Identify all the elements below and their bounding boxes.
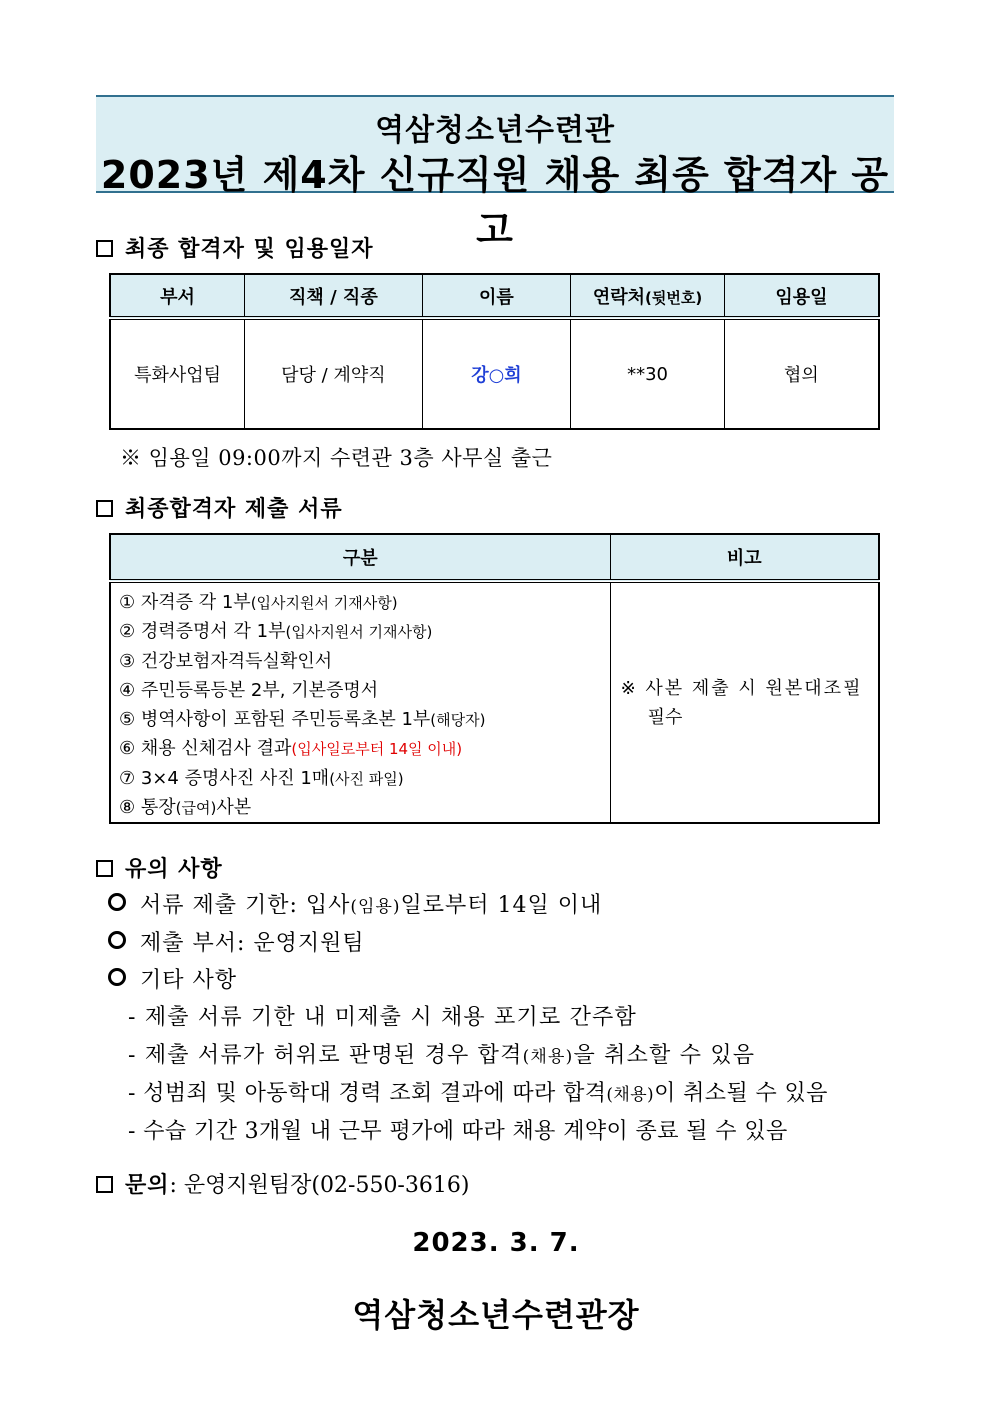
remark-cell: [610, 581, 879, 823]
notice-item-department: 제출 부서: 운영지원팀: [108, 926, 365, 957]
circle-bullet-icon: [108, 893, 126, 911]
start-date-note: ※ 임용일 09:00까지 수련관 3층 사무실 출근: [120, 446, 553, 470]
cell-start-date: 협의: [724, 318, 879, 429]
cell-position: 담당 / 계약직: [245, 318, 423, 429]
organization-name: 역삼청소년수련관: [375, 113, 615, 148]
list-item: ⑦ 3×4 증명사진 사진 1매(사진 파일): [119, 767, 404, 789]
documents-list: [110, 581, 610, 823]
inquiry-contact: 문의: 운영지원팀장(02-550-3616): [96, 1168, 469, 1199]
cell-contact: **30: [571, 318, 725, 429]
checkbox-square-icon: [96, 860, 113, 877]
list-item: ④ 주민등록등본 2부, 기본증명서: [119, 679, 379, 701]
signature-issuer: 역삼청소년수련관장: [352, 1296, 640, 1334]
notice-item-other: 기타 사항: [108, 963, 237, 994]
header-start-date: 임용일: [724, 274, 879, 318]
list-item: ⑧ 통장(급여)사본: [119, 797, 252, 819]
list-item: ① 자격증 각 1부(입사지원서 기재사항): [119, 592, 398, 613]
list-item: ③ 건강보험자격득실확인서: [119, 650, 333, 672]
section-heading-final-candidates: 최종 합격자 및 임용일자: [96, 232, 374, 263]
checkbox-square-icon: [96, 240, 113, 257]
cell-dept: 특화사업팀: [110, 318, 245, 429]
circle-bullet-icon: [108, 968, 126, 986]
header-contact: 연락처(뒷번호): [571, 274, 725, 318]
table-row: [110, 318, 879, 429]
notice-detail: - 제출 서류가 허위로 판명된 경우 합격(채용)을 취소할 수 있음: [128, 1043, 756, 1068]
header-position: 직책 / 직종: [245, 274, 423, 318]
remark-text-continued: 필수: [647, 706, 683, 728]
checkbox-square-icon: [96, 500, 113, 517]
checkbox-square-icon: [96, 1176, 113, 1193]
page-title: 2023년 제4차 신규직원 채용 최종 합격자 공고: [100, 153, 890, 252]
table-header-row: [110, 274, 879, 318]
header-remark: 비고: [610, 534, 879, 581]
header-category: 구분: [110, 534, 610, 581]
list-item: ② 경력증명서 각 1부(입사지원서 기재사항): [119, 621, 433, 643]
cell-name: 강○희: [422, 318, 571, 429]
announcement-date: 2023. 3. 7.: [412, 1228, 580, 1258]
table-row: [110, 581, 879, 823]
documents-table: [109, 533, 880, 824]
table-header-row: [110, 534, 879, 581]
section-heading-documents: 최종합격자 제출 서류: [96, 492, 343, 523]
notice-item-deadline: 서류 제출 기한: 입사(임용)일로부터 14일 이내: [108, 888, 602, 919]
section-heading-notes: 유의 사항: [96, 852, 223, 883]
header-name: 이름: [422, 274, 571, 318]
notice-detail: - 성범죄 및 아동학대 경력 조회 결과에 따라 합격(채용)이 취소될 수 있음: [128, 1081, 828, 1106]
notice-detail: - 제출 서류 기한 내 미제출 시 채용 포기로 간주함: [128, 1005, 637, 1030]
list-item: ⑥ 채용 신체검사 결과(입사일로부터 14일 이내): [119, 738, 463, 760]
header-dept: 부서: [110, 274, 245, 318]
remark-text: ※ 사본 제출 시 원본대조필: [620, 677, 863, 699]
circle-bullet-icon: [108, 931, 126, 949]
list-item: ⑤ 병역사항이 포함된 주민등록초본 1부(해당자): [119, 709, 486, 731]
final-candidates-table: [109, 273, 880, 430]
notice-detail: - 수습 기간 3개월 내 근무 평가에 따라 채용 계약이 종료 될 수 있음: [128, 1119, 788, 1144]
